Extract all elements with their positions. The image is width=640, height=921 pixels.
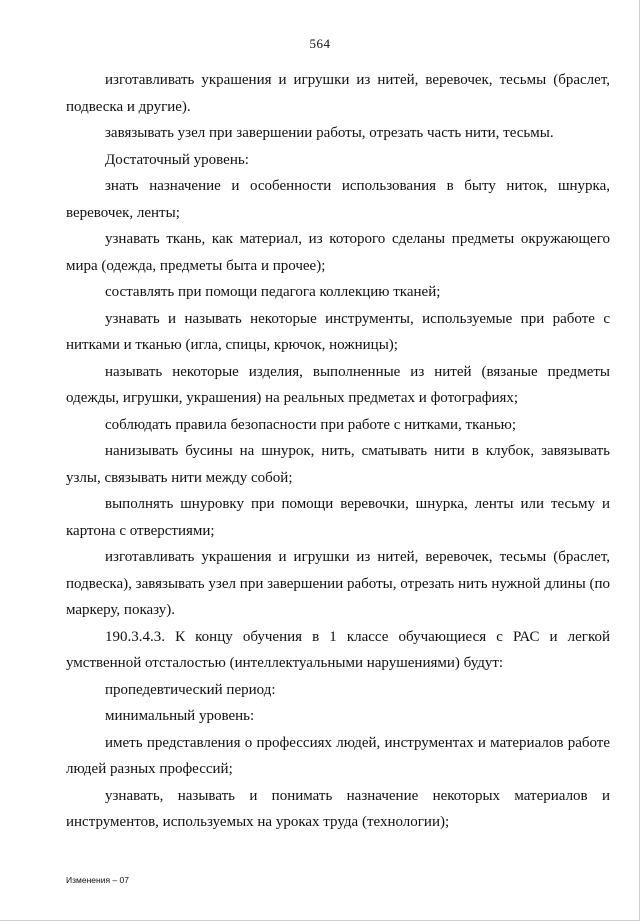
section-paragraph: 190.3.4.3. К концу обучения в 1 классе обучающиеся с РАС и легкой умственной отсталостью (интеллектуальными нарушениями) будут: [66,628,610,671]
paragraph: пропедевтический период: [105,681,276,698]
paragraph: называть некоторые изделия, выполненные из нитей (вязаные предметы одежды, игрушки, украшения) на реальных предметах и фотографиях; [66,363,610,406]
paragraph: выполнять шнуровку при помощи веревочки, шнурка, ленты или тесьму и картона с отверстиями; [66,496,610,539]
page-number: 564 [309,36,331,51]
paragraph: знать назначение и особенности использования в быту ниток, шнурка, веревочек, ленты; [66,178,610,221]
paragraph: узнавать и называть некоторые инструменты, используемые при работе с нитками и тканью (игла, спицы, крючок, ножницы); [66,310,610,353]
paragraph: соблюдать правила безопасности при работе с нитками, тканью; [105,416,517,433]
paragraph: составлять при помощи педагога коллекцию тканей; [105,284,441,300]
paragraph: иметь представления о профессиях людей, инструментах и материалов работе людей разных профессий; [66,734,610,777]
paragraph: изготавливать украшения и игрушки из нитей, веревочек, тесьмы (браслет, подвеска и другие). [66,72,610,115]
paragraph: нанизывать бусины на шнурок, нить, сматывать нити в клубок, завязывать узлы, связывать нити между собой; [66,443,610,486]
paragraph: изготавливать украшения и игрушки из нитей, веревочек, тесьмы (браслет, подвеска), завязывать узел при завершении работы, отрезать нить нужной длины (по маркеру, показу). [66,549,610,618]
document-body [66,67,610,836]
paragraph: Достаточный уровень: [105,151,249,168]
paragraph: узнавать ткань, как материал, из которого сделаны предметы окружающего мира (одежда, предметы быта и прочее); [66,231,610,274]
paragraph: минимальный уровень: [105,708,255,724]
footer-revision-note: Изменения – 07 [66,875,129,885]
paragraph: завязывать узел при завершении работы, отрезать часть нити, тесьмы. [105,125,554,141]
paragraph: узнавать, называть и понимать назначение некоторых материалов и инструментов, используемых на уроках труда (технологии); [66,787,610,830]
